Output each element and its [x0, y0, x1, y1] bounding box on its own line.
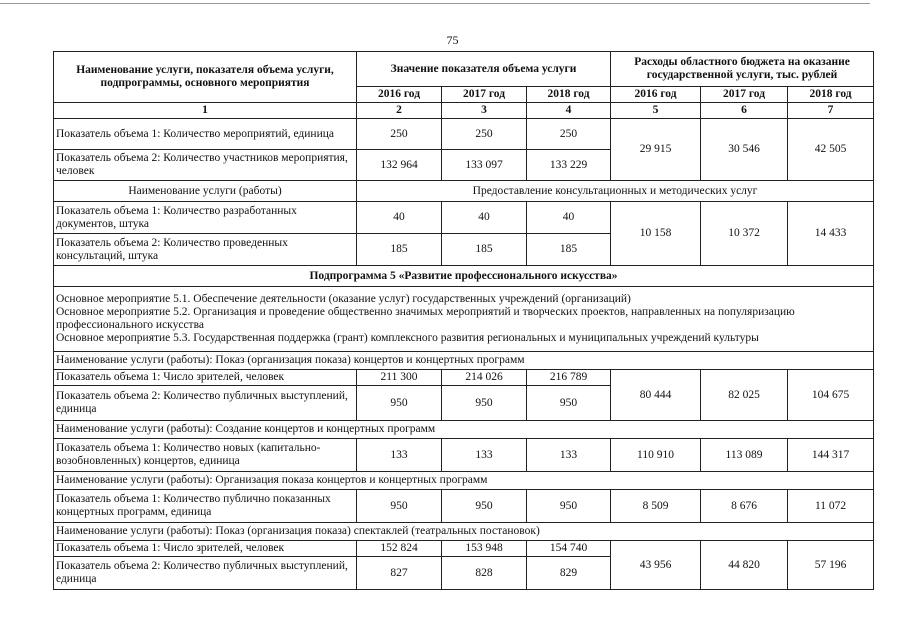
value-cell: 132 964 [357, 150, 442, 181]
budget-cell: 144 317 [788, 439, 874, 472]
column-number: 3 [442, 103, 527, 119]
budget-cell: 14 433 [788, 202, 874, 266]
page-number: 75 [446, 33, 459, 47]
column-number: 2 [357, 103, 442, 119]
value-cell: 211 300 [357, 370, 442, 386]
measure-item: Основное мероприятие 5.1. Обеспечение деятельности (оказание услуг) государственных учреждений (организаций) [56, 293, 631, 305]
value-cell: 152 824 [357, 541, 442, 557]
subprogram-title: Подпрограмма 5 «Развитие профессионального искусства» [54, 266, 874, 287]
value-cell: 40 [527, 202, 611, 234]
header-value: Значение показателя объема услуги [357, 52, 611, 87]
indicator-label: Показатель объема 1: Число зрителей, человек [54, 370, 357, 386]
measures-list [54, 287, 874, 352]
service-name-row: Наименование услуги (работы): Показ (организация показа) спектаклей (театральных постановок) [54, 523, 874, 541]
value-cell: 827 [357, 557, 442, 590]
measure-item: Основное мероприятие 5.3. Государственная поддержка (грант) комплексного развития региональных и муниципальных учреждений культуры [56, 332, 759, 344]
value-cell: 40 [357, 202, 442, 234]
value-cell: 133 097 [442, 150, 527, 181]
value-cell: 250 [442, 119, 527, 150]
header-year: 2016 год [611, 87, 701, 103]
value-cell: 154 740 [527, 541, 611, 557]
header-year: 2016 год [357, 87, 442, 103]
budget-cell: 43 956 [611, 541, 701, 590]
value-cell: 250 [357, 119, 442, 150]
indicator-label: Показатель объема 1: Количество мероприятий, единица [54, 119, 357, 150]
value-cell: 133 [527, 439, 611, 472]
budget-cell: 44 820 [701, 541, 788, 590]
value-cell: 950 [357, 386, 442, 421]
budget-cell: 10 158 [611, 202, 701, 266]
indicator-label: Показатель объема 1: Количество публично показанных концертных программ, единица [54, 490, 357, 523]
budget-cell: 110 910 [611, 439, 701, 472]
value-cell: 185 [442, 234, 527, 266]
value-cell: 185 [357, 234, 442, 266]
service-name-row: Наименование услуги (работы): Организация показа концертов и концертных программ [54, 472, 874, 490]
value-cell: 250 [527, 119, 611, 150]
value-cell: 950 [527, 490, 611, 523]
value-cell: 828 [442, 557, 527, 590]
column-number: 7 [788, 103, 874, 119]
header-year: 2017 год [442, 87, 527, 103]
value-cell: 950 [527, 386, 611, 421]
header-name: Наименование услуги, показателя объема услуги, подпрограммы, основного мероприятия [54, 52, 357, 103]
service-name-row: Наименование услуги (работы): Показ (организация показа) концертов и концертных программ [54, 352, 874, 370]
header-year: 2018 год [788, 87, 874, 103]
header-year: 2018 год [527, 87, 611, 103]
column-number: 5 [611, 103, 701, 119]
value-cell: 950 [442, 490, 527, 523]
value-cell: 133 [442, 439, 527, 472]
budget-cell: 29 915 [611, 119, 701, 181]
indicator-label: Показатель объема 1: Количество разработанных документов, штука [54, 202, 357, 234]
value-cell: 829 [527, 557, 611, 590]
budget-cell: 30 546 [701, 119, 788, 181]
indicator-label: Показатель объема 2: Количество участников мероприятия, человек [54, 150, 357, 181]
column-number: 1 [54, 103, 357, 119]
value-cell: 950 [442, 386, 527, 421]
budget-cell: 113 089 [701, 439, 788, 472]
indicator-label: Показатель объема 2: Количество публичных выступлений, единица [54, 386, 357, 421]
budget-cell: 8 509 [611, 490, 701, 523]
budget-cell: 42 505 [788, 119, 874, 181]
budget-cell: 11 072 [788, 490, 874, 523]
indicator-label: Показатель объема 1: Количество новых (капитально-возобновленных) концертов, единица [54, 439, 357, 472]
header-year: 2017 год [701, 87, 788, 103]
indicator-label: Показатель объема 2: Количество проведенных консультаций, штука [54, 234, 357, 266]
service-name-label: Наименование услуги (работы) [54, 181, 357, 202]
value-cell: 133 229 [527, 150, 611, 181]
budget-cell: 104 675 [788, 370, 874, 421]
measure-item: Основное мероприятие 5.2. Организация и проведение общественно значимых мероприятий и творческих проектов, направленных на популяризацию профессионального искусства [56, 306, 795, 331]
service-name-row: Наименование услуги (работы): Создание концертов и концертных программ [54, 421, 874, 439]
indicator-label: Показатель объема 2: Количество публичных выступлений, единица [54, 557, 357, 590]
value-cell: 185 [527, 234, 611, 266]
indicator-label: Показатель объема 1: Число зрителей, человек [54, 541, 357, 557]
column-number: 4 [527, 103, 611, 119]
value-cell: 133 [357, 439, 442, 472]
value-cell: 216 789 [527, 370, 611, 386]
service-name-value: Предоставление консультационных и методических услуг [357, 181, 874, 202]
budget-cell: 57 196 [788, 541, 874, 590]
header-budget: Расходы областного бюджета на оказание государственной услуги, тыс. рублей [611, 52, 874, 87]
budget-cell: 8 676 [701, 490, 788, 523]
budget-cell: 82 025 [701, 370, 788, 421]
value-cell: 153 948 [442, 541, 527, 557]
value-cell: 214 026 [442, 370, 527, 386]
value-cell: 40 [442, 202, 527, 234]
budget-cell: 80 444 [611, 370, 701, 421]
budget-table [53, 51, 874, 590]
column-number: 6 [701, 103, 788, 119]
top-rule [0, 3, 870, 4]
budget-cell: 10 372 [701, 202, 788, 266]
value-cell: 950 [357, 490, 442, 523]
